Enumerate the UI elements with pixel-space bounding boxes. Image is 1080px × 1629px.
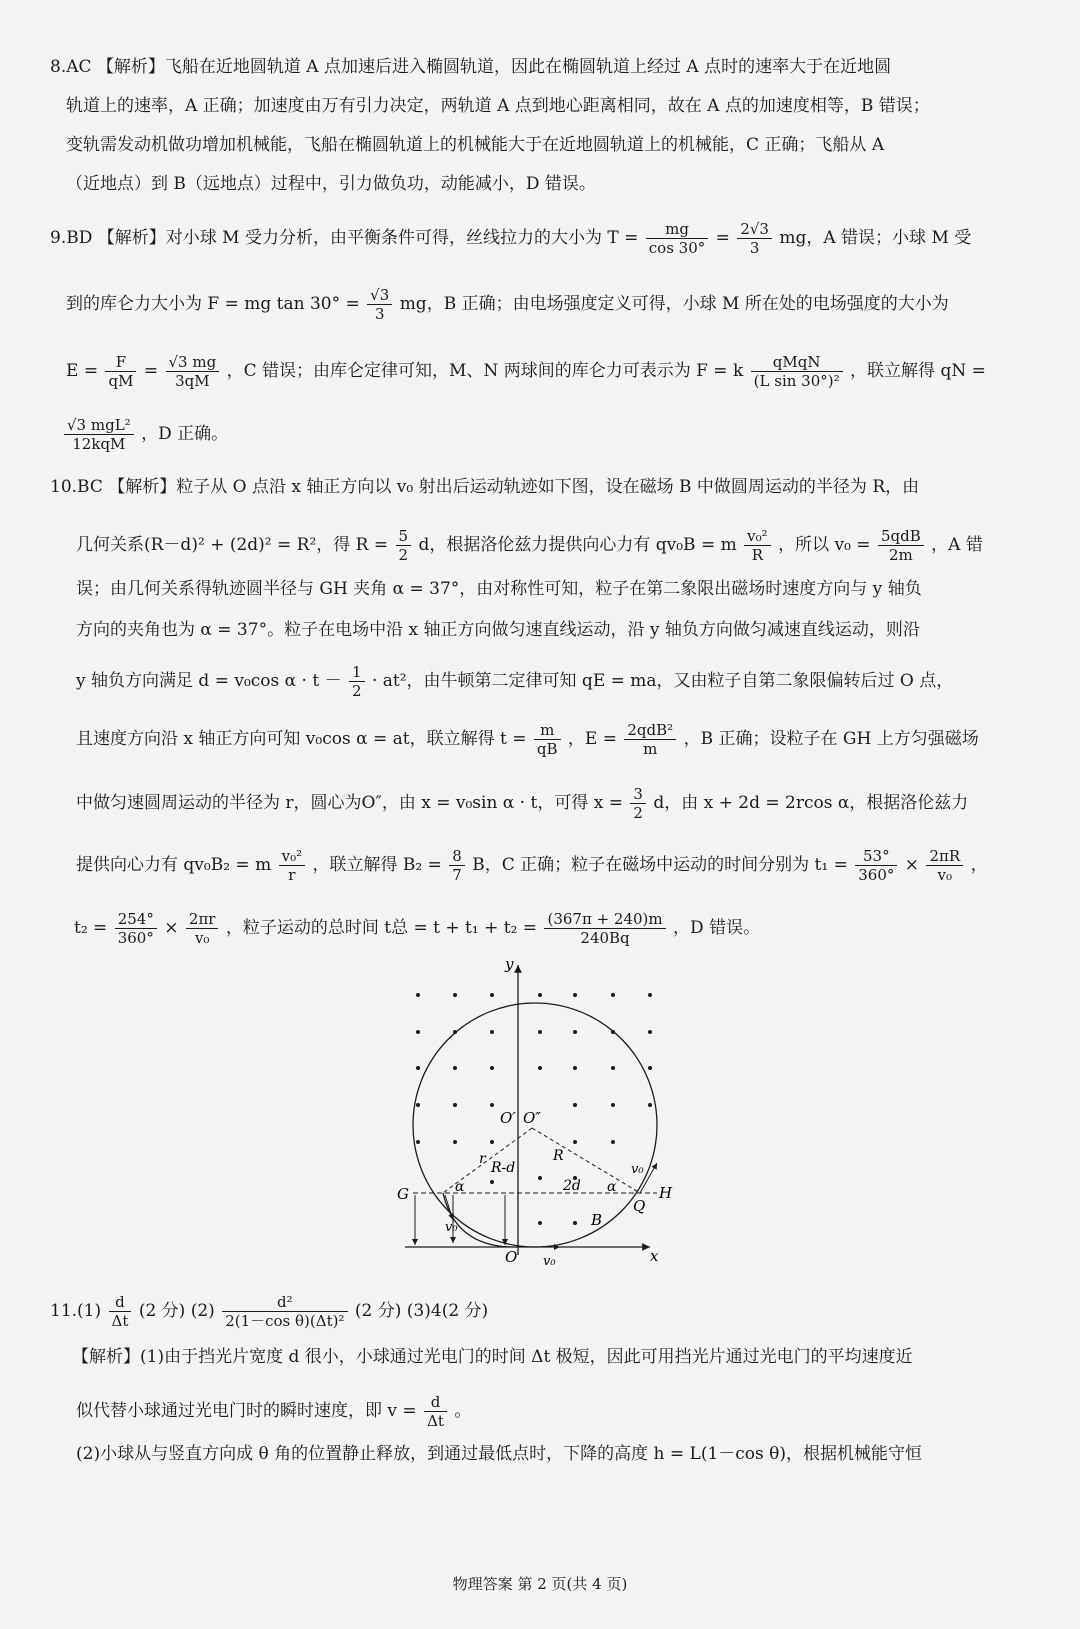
denominator: cos 30° [648,239,706,257]
q10-text: ，E = [567,729,617,749]
q10-line-8 [76,847,988,884]
q9-line-3 [66,353,986,390]
label-o1: O′ [500,1109,516,1127]
q10-text: 提供向心力有 qv₀B₂ = m [76,855,272,875]
numerator: √3 mgL² [64,416,134,435]
denominator: m [643,740,658,758]
denominator: 360° [117,929,154,947]
q8-line-3: 变轨需发动机做功增加机械能，飞船在椭圆轨道上的机械能大于在近地圆轨道上的机械能，C 正确；飞船从 A [66,135,885,155]
q10-text: × [904,855,920,875]
q11-line-2 [76,1393,471,1430]
numerator: m [534,721,561,740]
fraction [349,663,365,700]
q10-line-2 [76,527,983,564]
fraction [630,785,646,822]
fraction [544,910,665,947]
q11-text: 似代替小球通过光电门时的瞬时速度，即 v = [76,1401,417,1421]
fraction [424,1393,447,1430]
numerator: d [109,1293,132,1312]
label-rd: R-d [491,1160,516,1176]
label-alpha-left: α [455,1179,465,1195]
numerator: 2√3 [737,220,772,239]
fraction [449,847,465,884]
fraction [751,353,843,390]
q9-line-4 [62,416,228,453]
fraction [744,527,771,564]
numerator: 2πR [926,847,963,866]
numerator: 5 [396,527,412,546]
q8-line-1: 8.AC 【解析】飞船在近地圆轨道 A 点加速后进入椭圆轨道，因此在椭圆轨道上经过 A 点时的速率大于在近地圆 [50,57,892,77]
numerator: mg [646,220,708,239]
fraction [279,847,306,884]
denominator: 2 [398,546,409,564]
label-v0-q: v₀ [631,1162,644,1177]
q9-text: mg，A 错误；小球 M 受 [779,228,972,248]
q10-text: × [164,918,179,938]
label-alpha-right: α [607,1179,617,1195]
fraction [367,286,392,323]
q10-line-6 [76,721,979,758]
q10-line-7 [76,785,968,822]
fraction [105,353,136,390]
q11-text: (2 分) (3)4(2 分) [354,1301,489,1321]
q10-line-3: 误；由几何关系得轨迹圆半径与 GH 夹角 α = 37°，由对称性可知，粒子在第二象限出磁场时速度方向与 y 轴负 [76,579,922,599]
numerator: (367π + 240)m [544,910,665,929]
numerator: √3 mg [166,353,220,372]
fraction [646,220,708,257]
q10-text: ，所以 v₀ = [778,535,871,555]
q8-line-2: 轨道上的速率，A 正确；加速度由万有引力决定，两轨道 A 点到地心距离相同，故在 A 点的加速度相等，B 错误； [66,96,930,116]
q11-text: (2 分) (2) [138,1301,215,1321]
numerator: 2qdB² [624,721,676,740]
fraction [855,847,897,884]
denominator: 3qM [175,372,210,390]
label-o2: O″ [523,1109,541,1127]
numerator: F [105,353,136,372]
fraction [926,847,963,884]
q10-text: B，C 正确；粒子在磁场中运动的时间分别为 t₁ = [472,855,848,875]
label-v0-o: v₀ [543,1254,556,1269]
numerator: d² [222,1293,347,1312]
q9-text: 9.BD 【解析】对小球 M 受力分析，由平衡条件可得，丝线拉力的大小为 T = [50,228,639,248]
denominator: v₀ [194,929,210,947]
numerator: 2πr [186,910,219,929]
fraction [166,353,220,390]
fraction [64,416,134,453]
q9-text: 到的库仑力大小为 F = mg tan 30° = [66,294,360,314]
q9-text: ，C 错误；由库仑定律可知，M、N 两球间的库仑力可表示为 F = k [226,361,744,381]
denominator: 3 [749,239,760,257]
fraction [115,910,157,947]
q11-line-3: (2)小球从与竖直方向成 θ 角的位置静止释放，到通过最低点时，下降的高度 h = L(1－cos θ)，根据机械能守恒 [76,1444,923,1464]
label-q: Q [633,1197,646,1215]
numerator: d [424,1393,447,1412]
label-o: O [505,1248,518,1266]
q10-text: ，D 错误。 [673,918,761,938]
q9-text: ，联立解得 qN = [850,361,986,381]
denominator: 2 [633,804,643,822]
trajectory-diagram [395,955,695,1275]
fraction [396,527,412,564]
q9-text: ，D 正确。 [141,424,229,444]
label-r: r [479,1151,486,1167]
numerator: 254° [115,910,157,929]
numerator: 53° [855,847,897,866]
numerator: v₀² [279,847,306,866]
numerator: qMqN [751,353,843,372]
numerator: 3 [630,785,646,804]
q9-text: = [143,361,159,381]
fraction [186,910,219,947]
q10-text: · at²，由牛顿第二定律可知 qE = ma，又由粒子自第二象限偏转后过 O 点， [371,671,954,691]
denominator: 7 [452,866,462,884]
denominator: 3 [374,305,385,323]
q9-line-2 [66,286,949,323]
q10-text: d，根据洛伦兹力提供向心力有 qv₀B = m [418,535,737,555]
fraction [534,721,561,758]
numerator: v₀² [744,527,771,546]
q10-text: 几何关系(R－d)² + (2d)² = R²，得 R = [76,535,389,555]
q9-text: = [715,228,730,248]
q10-text: t₂ = [74,918,108,938]
q11-line-1: 【解析】(1)由于挡光片宽度 d 很小，小球通过光电门的时间 Δt 极短，因此可用挡光片通过光电门的平均速度近 [72,1347,913,1367]
q9-text: E = [66,361,99,381]
q10-text: 且速度方向沿 x 轴正方向可知 v₀cos α = at，联立解得 t = [76,729,527,749]
label-g: G [397,1185,409,1203]
fraction [737,220,772,257]
denominator: 12kqM [72,435,126,453]
denominator: Δt [111,1312,129,1330]
denominator: r [288,866,296,884]
numerator: 5qdB [878,527,924,546]
q10-text: ，B 正确；设粒子在 GH 上方匀强磁场 [683,729,979,749]
numerator: 1 [349,663,365,682]
q10-line-1: 10.BC 【解析】粒子从 O 点沿 x 轴正方向以 v₀ 射出后运动轨迹如下图，设在磁场 B 中做圆周运动的半径为 R，由 [50,477,920,497]
denominator: 2m [888,546,913,564]
denominator: Δt [427,1412,444,1430]
q10-text: y 轴负方向满足 d = v₀cos α · t － [76,671,342,691]
page-footer: 物理答案 第 2 页(共 4 页) [452,1575,628,1593]
q10-line-5 [76,663,953,700]
q10-line-9 [74,910,760,947]
label-b: B [591,1211,603,1229]
label-2d: 2d [563,1178,581,1194]
denominator: 360° [858,866,895,884]
denominator: v₀ [937,866,953,884]
numerator: √3 [367,286,392,305]
label-v0-g: v₀ [445,1220,458,1235]
denominator: 2(1－cos θ)(Δt)² [225,1312,345,1330]
q9-text: mg，B 正确；由电场强度定义可得，小球 M 所在处的电场强度的大小为 [399,294,949,314]
q10-text: d，由 x + 2d = 2rcos α，根据洛伦兹力 [653,793,969,813]
label-h: H [659,1184,673,1202]
q10-text: ，A 错 [931,535,983,555]
q10-text: ，联立解得 B₂ = [312,855,442,875]
label-R: R [553,1148,564,1164]
q11-answer-line [50,1293,488,1330]
fraction [109,1293,132,1330]
q9-line-1 [50,220,971,257]
label-y: y [505,955,514,973]
denominator: R [751,546,764,564]
q8-line-4: （近地点）到 B（远地点）过程中，引力做负功，动能减小，D 错误。 [66,174,596,194]
fraction [222,1293,347,1330]
numerator: 8 [449,847,465,866]
v0-arrow-g [445,1195,453,1220]
fraction [624,721,676,758]
q10-text: ， [970,855,988,875]
fraction [878,527,924,564]
radius-R [532,1128,640,1193]
q10-text: 中做匀速圆周运动的半径为 r，圆心为O″，由 x = v₀sin α · t，可得 x = [76,793,623,813]
q11-text: 11.(1) [50,1301,102,1321]
denominator: 240Bq [580,929,630,947]
denominator: (L sin 30°)² [753,372,840,390]
q10-text: ，粒子运动的总时间 t总 = t + t₁ + t₂ = [225,918,538,938]
q10-line-4: 方向的夹角也为 α = 37°。粒子在电场中沿 x 轴正方向做匀速直线运动，沿 y 轴负方向做匀减速直线运动，则沿 [76,620,920,640]
label-x: x [650,1247,659,1265]
denominator: qB [536,740,558,758]
denominator: 2 [351,682,362,700]
denominator: qM [108,372,134,390]
q11-text: 。 [454,1401,472,1421]
